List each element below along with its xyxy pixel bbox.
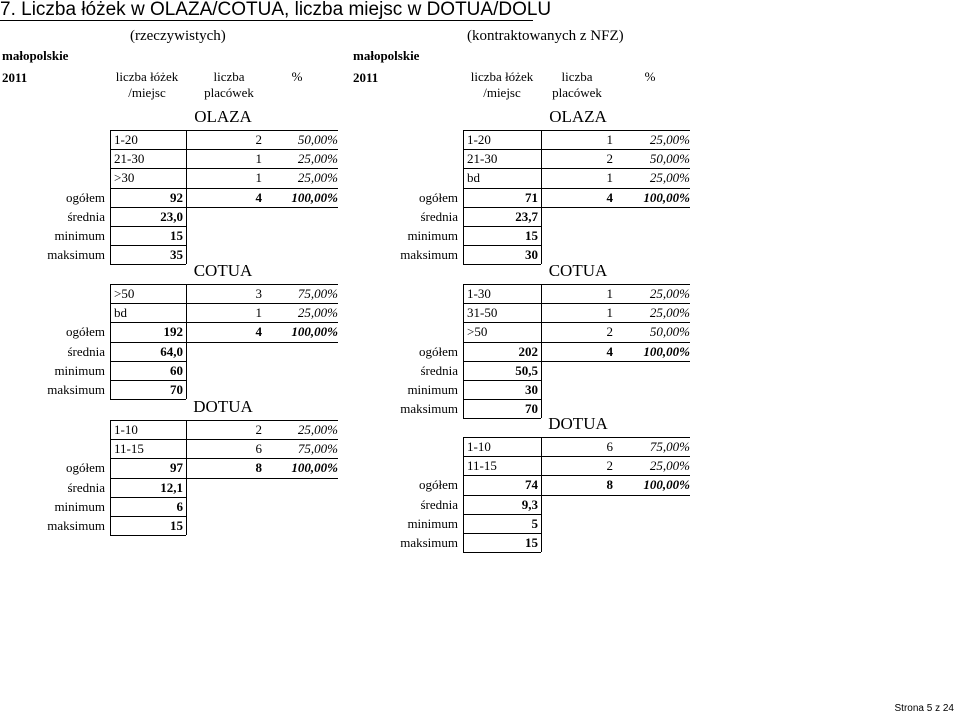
grid-line (463, 207, 464, 265)
grid-line (110, 207, 111, 265)
year-label: 2011 (2, 70, 28, 85)
grid-line (463, 342, 690, 343)
grid-line (463, 456, 690, 457)
percent-value: 25,00% (649, 458, 690, 474)
percent-value: 25,00% (297, 305, 338, 321)
range-label: 11-15 (467, 458, 497, 474)
col-header-beds: liczba łóżek (115, 69, 179, 84)
col-header-percent: % (644, 69, 656, 84)
range-label: 1-20 (467, 132, 491, 147)
range-label: >30 (114, 170, 135, 186)
panel-subtitle: (rzeczywistych) (130, 28, 226, 44)
total-count: 8 (255, 460, 262, 476)
col-header-beds-2: /miejsc (128, 85, 166, 100)
grid-line (110, 439, 338, 440)
total-label: ogółem (66, 189, 105, 205)
percent-value: 50,00% (297, 132, 338, 147)
grid-line (463, 361, 690, 362)
stat-label: średnia (67, 208, 105, 224)
grid-line (110, 188, 338, 189)
stat-label: średnia (67, 343, 105, 359)
col-header-facilities: liczba (213, 69, 245, 84)
section-title-cotua: COTUA (193, 261, 253, 280)
grid-line (463, 188, 690, 189)
year-label: 2011 (353, 70, 379, 85)
col-header-facilities-2: placówek (552, 85, 602, 100)
percent-value: 25,00% (649, 305, 690, 321)
col-header-beds: liczba łóżek (470, 69, 534, 84)
percent-value: 25,00% (649, 132, 690, 147)
stat-label: maksimum (47, 247, 105, 263)
grid-line (110, 380, 186, 381)
total-percent: 100,00% (291, 324, 338, 340)
grid-line (110, 245, 186, 246)
grid-line (110, 149, 338, 150)
grid-line (110, 478, 338, 479)
grid-line (463, 284, 464, 361)
total-percent: 100,00% (291, 189, 338, 205)
stat-label: średnia (420, 496, 458, 512)
total-label: ogółem (66, 324, 105, 340)
percent-value: 25,00% (297, 151, 338, 167)
grid-line (463, 226, 541, 227)
facility-count: 2 (255, 422, 262, 437)
grid-line (463, 380, 541, 381)
stat-label: maksimum (400, 535, 458, 550)
total-count: 8 (606, 477, 613, 493)
facility-count: 2 (606, 458, 613, 474)
grid-line (463, 514, 541, 515)
section-title-dotua: DOTUA (548, 414, 608, 433)
percent-value: 75,00% (297, 286, 338, 301)
total-count: 4 (606, 343, 613, 359)
grid-line (110, 458, 338, 459)
grid-line (463, 130, 690, 131)
stat-value: 70 (525, 401, 538, 417)
stat-label: minimum (407, 515, 458, 531)
grid-line (110, 497, 186, 498)
grid-line (463, 361, 464, 419)
grid-line (110, 420, 338, 421)
page-title: 7. Liczba łóżek w OLAZA/COTUA, liczba miejsc w DOTUA/DOLU (0, 0, 552, 20)
percent-value: 75,00% (297, 441, 338, 457)
total-value: 74 (525, 477, 538, 493)
stat-value: 23,7 (515, 208, 538, 224)
grid-line (110, 516, 186, 517)
range-label: 1-10 (467, 439, 491, 454)
facility-count: 1 (255, 151, 262, 167)
stat-value: 15 (170, 228, 183, 243)
grid-line (110, 303, 338, 304)
stat-label: minimum (407, 228, 458, 243)
grid-line (463, 284, 690, 285)
grid-line (463, 399, 541, 400)
grid-line (541, 437, 542, 495)
total-percent: 100,00% (643, 477, 690, 493)
total-label: ogółem (419, 477, 458, 493)
grid-line (110, 226, 186, 227)
col-header-beds-2: /miejsc (483, 85, 521, 100)
stat-value: 64,0 (160, 343, 183, 359)
range-label: 1-30 (467, 286, 491, 301)
stat-value: 30 (525, 247, 538, 263)
facility-count: 1 (606, 286, 613, 301)
grid-line (463, 168, 690, 169)
percent-value: 75,00% (649, 439, 690, 454)
grid-line (463, 475, 690, 476)
stat-label: maksimum (47, 382, 105, 397)
percent-value: 25,00% (297, 170, 338, 186)
section-title-cotua: COTUA (548, 261, 608, 280)
total-label: ogółem (66, 460, 105, 476)
stat-label: minimum (54, 228, 105, 243)
grid-line (541, 495, 542, 553)
grid-line (541, 130, 542, 207)
grid-line (186, 130, 187, 207)
grid-line (110, 207, 338, 208)
stat-value: 23,0 (160, 208, 183, 224)
range-label: 11-15 (114, 441, 144, 457)
grid-line (463, 437, 464, 495)
region-label: małopolskie (2, 48, 69, 63)
range-label: 21-30 (467, 151, 498, 167)
percent-value: 50,00% (649, 151, 690, 167)
facility-count: 2 (606, 151, 613, 167)
grid-line (110, 535, 186, 536)
grid-line (110, 130, 111, 207)
grid-line (110, 168, 338, 169)
total-count: 4 (255, 324, 262, 340)
total-count: 4 (606, 189, 613, 205)
grid-line (186, 207, 187, 265)
facility-count: 1 (606, 132, 613, 147)
grid-line (463, 552, 541, 553)
range-label: 1-20 (114, 132, 138, 147)
stat-label: maksimum (400, 247, 458, 263)
grid-line (463, 495, 464, 553)
stat-value: 9,3 (521, 496, 538, 512)
stat-label: maksimum (47, 518, 105, 533)
grid-line (541, 284, 542, 361)
grid-line (110, 342, 338, 343)
total-count: 4 (255, 189, 262, 205)
total-value: 97 (170, 460, 183, 476)
page-footer: Strona 5 z 24 (894, 703, 954, 714)
facility-count: 1 (606, 170, 613, 186)
total-label: ogółem (419, 189, 458, 205)
grid-line (463, 533, 541, 534)
grid-line (463, 130, 464, 207)
stat-value: 6 (176, 498, 183, 514)
total-percent: 100,00% (643, 189, 690, 205)
grid-line (463, 437, 690, 438)
facility-count: 6 (255, 441, 262, 457)
range-label: >50 (114, 286, 135, 301)
grid-line (541, 207, 542, 265)
total-value: 92 (170, 189, 183, 205)
total-value: 71 (525, 189, 538, 205)
total-label: ogółem (419, 343, 458, 359)
stat-label: średnia (67, 479, 105, 495)
total-percent: 100,00% (291, 460, 338, 476)
section-title-olaza: OLAZA (194, 107, 252, 126)
grid-line (186, 284, 187, 342)
facility-count: 2 (255, 132, 262, 147)
title-underline (0, 20, 533, 21)
facility-count: 3 (255, 286, 262, 301)
grid-line (463, 322, 690, 323)
grid-line (186, 420, 187, 478)
stat-label: minimum (54, 498, 105, 514)
grid-line (541, 361, 542, 419)
stat-value: 60 (170, 362, 183, 378)
range-label: 31-50 (467, 305, 498, 321)
total-value: 202 (518, 343, 538, 359)
col-header-facilities-2: placówek (204, 85, 254, 100)
facility-count: 6 (606, 439, 613, 454)
stat-label: średnia (420, 208, 458, 224)
grid-line (110, 284, 111, 342)
percent-value: 25,00% (297, 422, 338, 437)
grid-line (463, 303, 690, 304)
stat-value: 50,5 (515, 362, 538, 378)
stat-value: 12,1 (160, 479, 183, 495)
stat-value: 35 (170, 247, 183, 263)
grid-line (110, 361, 186, 362)
section-title-dotua: DOTUA (193, 397, 253, 416)
grid-line (463, 149, 690, 150)
grid-line (110, 342, 111, 400)
facility-count: 1 (606, 305, 613, 321)
col-header-percent: % (291, 69, 303, 84)
grid-line (186, 478, 187, 536)
section-title-olaza: OLAZA (549, 107, 607, 126)
range-label: 21-30 (114, 151, 145, 167)
stat-value: 15 (525, 535, 538, 550)
region-label: małopolskie (353, 48, 420, 63)
grid-line (463, 207, 690, 208)
grid-line (463, 245, 541, 246)
grid-line (186, 342, 187, 400)
grid-line (110, 130, 338, 131)
percent-value: 50,00% (649, 324, 690, 340)
panel-subtitle: (kontraktowanych z NFZ) (467, 28, 624, 44)
stat-value: 70 (170, 382, 183, 397)
stat-value: 15 (525, 228, 538, 243)
stat-value: 15 (170, 518, 183, 533)
stat-label: maksimum (400, 401, 458, 417)
percent-value: 25,00% (649, 286, 690, 301)
facility-count: 2 (606, 324, 613, 340)
facility-count: 1 (255, 170, 262, 186)
grid-line (110, 420, 111, 478)
grid-line (110, 284, 338, 285)
stat-value: 5 (531, 515, 538, 531)
total-percent: 100,00% (643, 343, 690, 359)
percent-value: 25,00% (649, 170, 690, 186)
stat-label: minimum (407, 382, 458, 397)
range-label: bd (114, 305, 127, 321)
stat-value: 30 (525, 382, 538, 397)
facility-count: 1 (255, 305, 262, 321)
stat-label: średnia (420, 362, 458, 378)
range-label: 1-10 (114, 422, 138, 437)
range-label: >50 (467, 324, 488, 340)
range-label: bd (467, 170, 480, 186)
grid-line (110, 322, 338, 323)
grid-line (110, 478, 111, 536)
total-value: 192 (163, 324, 183, 340)
col-header-facilities: liczba (561, 69, 593, 84)
grid-line (463, 495, 690, 496)
stat-label: minimum (54, 362, 105, 378)
